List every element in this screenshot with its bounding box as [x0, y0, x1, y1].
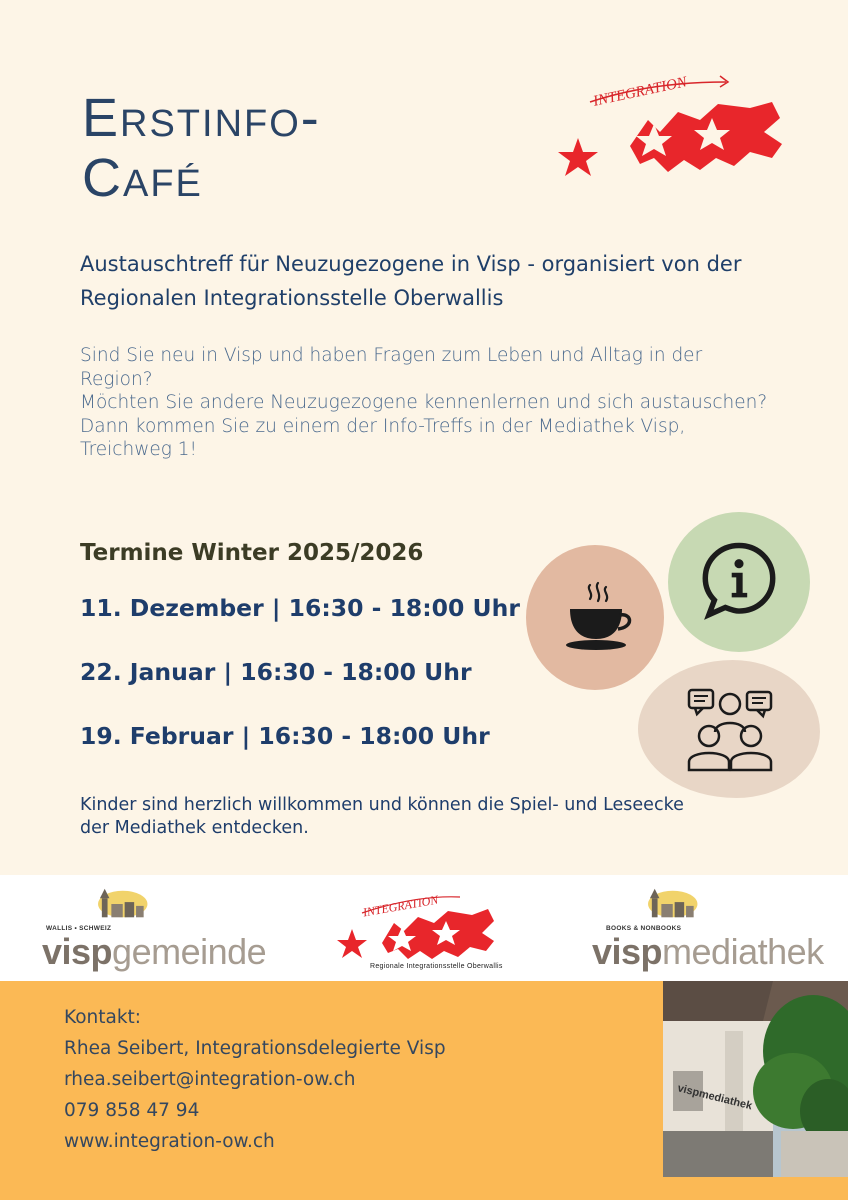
contact-email: rhea.seibert@integration-ow.ch [64, 1069, 356, 1090]
contact-phone: 079 858 47 94 [64, 1100, 200, 1121]
contact-label: Kontakt: [64, 1007, 142, 1028]
contact-name: Rhea Seibert, Integrationsdelegierte Visp [64, 1038, 446, 1059]
people-chat-icon [685, 686, 775, 776]
visp-gemeinde-logo [36, 883, 272, 975]
integration-small-title: INTEGRATION [361, 892, 440, 920]
kids-note: Kinder sind herzlich willkommen und können die Spiel- und Leseecke der Mediathek entdecken. [80, 795, 684, 838]
photo-sign-text: vispmediathek [676, 1082, 754, 1113]
people-circle [638, 660, 820, 798]
contact-block [64, 1002, 446, 1157]
intro-paragraph-3: Dann kommen Sie zu einem der Info-Treffs in der Mediathek Visp, Treichweg 1! [80, 415, 686, 461]
visp-gemeinde-light: gemeinde [112, 931, 267, 972]
intro-paragraph-1: Sind Sie neu in Visp und haben Fragen zum Leben und Alltag in der Region? [80, 345, 703, 390]
intro-text [80, 344, 780, 462]
mediathek-building-photo [663, 981, 848, 1177]
town-emblem-icon [634, 885, 702, 923]
visp-gemeinde-tagline: WALLIS • SCHWEIZ [46, 925, 112, 932]
visp-gemeinde-wordmark [42, 931, 266, 973]
integration-tagline: Regionale Integrationsstelle Oberwallis [370, 963, 503, 970]
integration-partner-logo [336, 881, 503, 977]
visp-mediathek-light: mediathek [662, 931, 824, 972]
date-item-2: 22. Januar | 16:30 - 18:00 Uhr [80, 658, 472, 686]
town-emblem-icon [84, 885, 152, 923]
visp-gemeinde-bold: visp [42, 931, 113, 972]
title-line-2: Café [82, 148, 203, 208]
intro-paragraph-2: Möchten Sie andere Neuzugezogene kennenlernen und sich austauschen? [80, 392, 768, 414]
info-circle [668, 512, 810, 652]
title-line-1: Erstinfo- [82, 88, 321, 148]
visp-mediathek-wordmark [592, 931, 824, 973]
visp-mediathek-bold: visp [592, 931, 663, 972]
star-shape [558, 138, 598, 176]
date-item-3: 19. Februar | 16:30 - 18:00 Uhr [80, 722, 490, 750]
contact-website: www.integration-ow.ch [64, 1131, 275, 1152]
integration-small-logo [336, 881, 496, 961]
integration-logo [550, 60, 790, 190]
dates-heading: Termine Winter 2025/2026 [80, 540, 424, 566]
page-title [82, 88, 321, 208]
subtitle: Austauschtreff für Neuzugezogene in Visp - organisiert von der Regionalen Integrationsstelle Oberwallis [80, 252, 742, 310]
visp-mediathek-tagline: BOOKS & NONBOOKS [606, 925, 682, 932]
date-item-1: 11. Dezember | 16:30 - 18:00 Uhr [80, 594, 520, 622]
visp-mediathek-logo [588, 883, 828, 975]
building-photo-illustration [663, 981, 848, 1177]
coffee-cup-icon [556, 579, 636, 659]
info-bubble-icon [698, 540, 780, 622]
partner-logos [0, 875, 848, 981]
integration-logo-text: INTEGRATION [591, 74, 689, 110]
coffee-circle [526, 545, 664, 690]
